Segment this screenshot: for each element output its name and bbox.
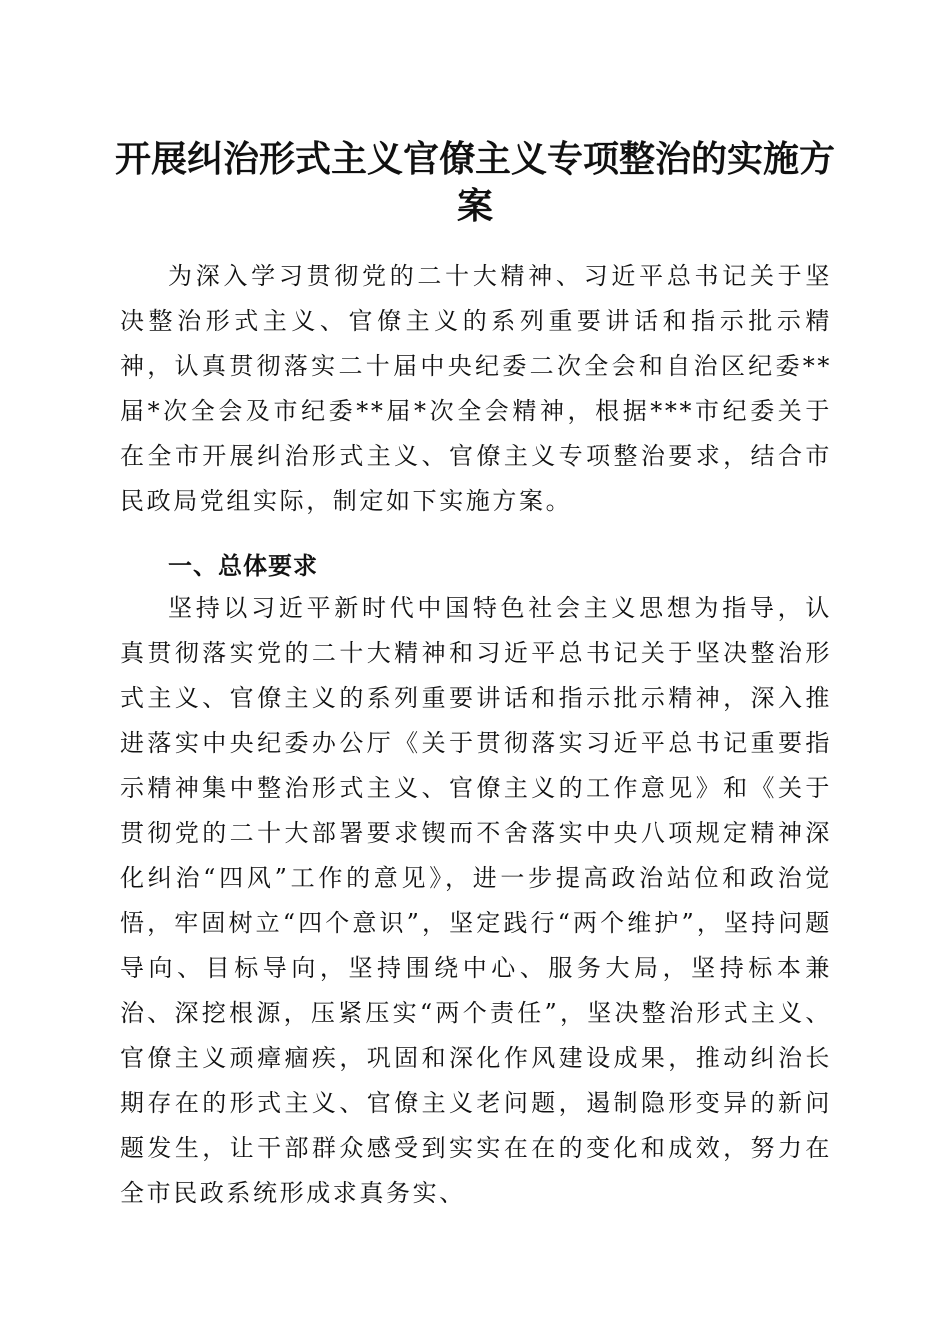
intro-paragraph: 为深入学习贯彻党的二十大精神、习近平总书记关于坚决整治形式主义、官僚主义的系列重要讲话和指示批示精神，认真贯彻落实二十届中央纪委二次全会和自治区纪委**届*次全会及市纪委**届*次全会精神，根据***市纪委关于在全市开展纠治形式主义、官僚主义专项整治要求，结合市民政局党组实际，制定如下实施方案。 xyxy=(120,262,832,515)
section-paragraph-overall-requirements: 坚持以习近平新时代中国特色社会主义思想为指导，认真贯彻落实党的二十大精神和习近平总书记关于坚决整治形式主义、官僚主义的系列重要讲话和指示批示精神，深入推进落实中央纪委办公厅《关于贯彻落实习近平总书记重要指示精神集中整治形式主义、官僚主义的工作意见》和《关于贯彻党的二十大部署要求锲而不舍落实中央八项规定精神深化纠治“四风”工作的意见》，进一步提高政治站位和政治觉悟，牢固树立“四个意识”，坚定践行“两个维护”，坚持问题导向、目标导向，坚持围绕中心、服务大局，坚持标本兼治、深挖根源，压紧压实“两个责任”，坚决整治形式主义、官僚主义顽瘴痼疾，巩固和深化作风建设成果，推动纠治长期存在的形式主义、官僚主义老问题，遏制隐形变异的新问题发生，让干部群众感受到实实在在的变化和成效，努力在全市民政系统形成求真务实、 xyxy=(120,594,832,1207)
document-title: 开展纠治形式主义官僚主义专项整治的实施方案 xyxy=(114,138,835,227)
section-heading-overall-requirements: 一、总体要求 xyxy=(168,552,318,580)
